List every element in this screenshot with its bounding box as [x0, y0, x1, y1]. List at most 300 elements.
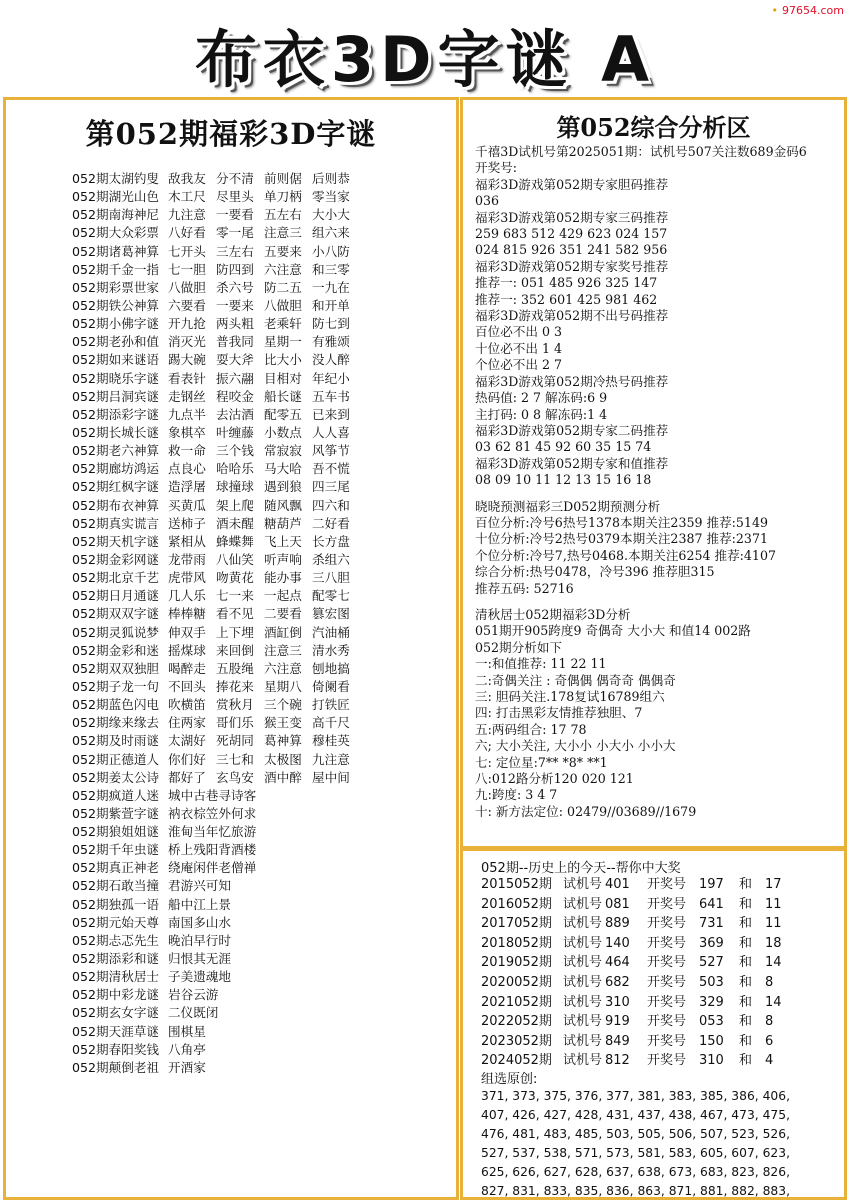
draw-number-label: 开奖号 — [647, 974, 687, 990]
riddle-name: 052期湖光山色 — [72, 189, 160, 205]
history-period: 2024052期 — [481, 1053, 552, 1069]
riddle-phrase: 一要来 — [216, 297, 254, 313]
riddle-name: 052期金彩网谜 — [72, 551, 160, 567]
sum-value: 18 — [765, 935, 782, 951]
riddle-phrase: 九点半 — [168, 406, 206, 422]
analysis-line: 推荐一: 051 485 926 325 147 — [475, 275, 658, 291]
riddle-phrase: 二要看 — [264, 606, 302, 622]
riddle-phrase: 人人喜 — [312, 424, 350, 440]
sum-value: 6 — [765, 1033, 774, 1049]
riddle-row — [72, 224, 358, 242]
draw-number-label: 开奖号 — [647, 935, 687, 951]
draw-number-label: 开奖号 — [647, 994, 687, 1010]
riddle-phrase: 哥们乐 — [216, 715, 254, 731]
riddle-phrase: 屋中间 — [312, 769, 350, 785]
combo-line: 827, 831, 833, 835, 836, 863, 871, 881, 882, 883, — [481, 1183, 790, 1198]
riddle-phrase: 踢大碗 — [168, 352, 206, 368]
riddle-row — [72, 243, 358, 261]
test-number-label: 试机号 — [563, 1033, 603, 1049]
history-period: 2019052期 — [481, 955, 552, 971]
riddle-phrase: 救一命 — [168, 443, 206, 459]
riddle-phrase: 买黄瓜 — [168, 497, 206, 513]
history-period: 2021052期 — [481, 994, 552, 1010]
analysis-line: 热码值: 2 7 解冻码:6 9 — [475, 390, 608, 406]
analysis-line: 福彩3D游戏第052期专家和值推荐 — [475, 455, 669, 471]
test-number: 081 — [605, 896, 630, 912]
riddle-phrase: 酒中醉 — [264, 769, 302, 785]
riddle-verse: 南国多山水 — [168, 914, 231, 930]
analysis-line: 08 09 10 11 12 13 15 16 18 — [475, 472, 652, 488]
riddle-phrase: 看不见 — [216, 606, 254, 622]
draw-number-label: 开奖号 — [647, 955, 687, 971]
riddle-phrase: 配零七 — [312, 588, 350, 604]
riddle-phrase: 汽油桶 — [312, 624, 350, 640]
riddle-row — [72, 841, 358, 859]
riddle-name: 052期天机字谜 — [72, 533, 160, 549]
riddle-name: 052期缘来缘去 — [72, 715, 160, 731]
riddle-phrase: 防七到 — [312, 316, 350, 332]
sum-label: 和 — [739, 916, 753, 932]
riddle-row — [72, 515, 358, 533]
riddle-phrase: 零一尾 — [216, 225, 254, 241]
riddle-name: 052期廊坊鸿运 — [72, 461, 160, 477]
section-gap — [475, 597, 841, 607]
analysis-line: 福彩3D游戏第052期专家三码推荐 — [475, 209, 669, 225]
riddle-name: 052期如来谜语 — [72, 352, 160, 368]
combo-line: 371, 373, 375, 376, 377, 381, 383, 385, 386, 406, — [481, 1089, 790, 1103]
history-row — [481, 895, 782, 915]
combo-line: 476, 481, 483, 485, 503, 505, 506, 507, 523, 526, — [481, 1126, 790, 1141]
combo-line: 527, 537, 538, 571, 573, 581, 583, 605, 607, 623, — [481, 1145, 790, 1160]
analysis-line: 开奖号: — [475, 160, 518, 176]
riddle-row — [72, 932, 358, 950]
riddle-row — [72, 986, 358, 1004]
riddle-row — [72, 1059, 358, 1077]
riddle-phrase: 听声响 — [264, 551, 302, 567]
riddle-name: 052期长城长谜 — [72, 424, 160, 440]
draw-number: 527 — [699, 955, 724, 971]
riddle-verse: 归恨其无涯 — [168, 951, 231, 967]
riddle-phrase: 目相对 — [264, 370, 302, 386]
riddle-row — [72, 297, 358, 315]
riddle-phrase: 造浮屠 — [168, 479, 206, 495]
analysis-panel-title: 第052综合分析区 — [556, 113, 751, 142]
riddle-name: 052期吕洞宾谜 — [72, 388, 160, 404]
riddle-name: 052期老六神算 — [72, 443, 160, 459]
riddle-name: 052期中彩龙谜 — [72, 987, 160, 1003]
riddle-phrase: 木工尺 — [168, 189, 206, 205]
riddle-phrase: 摇煤球 — [168, 642, 206, 658]
analysis-line: 晓晓预测福彩三D052期预测分析 — [475, 498, 661, 514]
riddle-phrase: 篡宏图 — [312, 606, 350, 622]
draw-number: 503 — [699, 974, 724, 990]
riddle-phrase: 防四到 — [216, 261, 254, 277]
riddle-phrase: 比大小 — [264, 352, 302, 368]
test-number: 682 — [605, 974, 630, 990]
sum-value: 8 — [765, 1014, 774, 1030]
riddle-phrase: 酒缸倒 — [264, 624, 302, 640]
riddle-phrase: 八仙笑 — [216, 551, 254, 567]
riddle-row — [72, 424, 358, 442]
riddle-phrase: 虎带风 — [168, 570, 206, 586]
riddle-phrase: 飞上天 — [264, 533, 302, 549]
sum-label: 和 — [739, 877, 753, 892]
riddle-phrase: 和三零 — [312, 261, 350, 277]
riddle-name: 052期狼姐姐谜 — [72, 824, 160, 840]
riddle-row — [72, 605, 358, 623]
test-number-label: 试机号 — [563, 974, 603, 990]
riddle-row — [72, 388, 358, 406]
riddle-name: 052期玄女字谜 — [72, 1005, 160, 1021]
sum-value: 14 — [765, 955, 782, 971]
riddle-phrase: 五车书 — [312, 388, 350, 404]
riddle-phrase: 八做胆 — [264, 297, 302, 313]
riddle-phrase: 和开单 — [312, 297, 350, 313]
analysis-line: 052期分析如下 — [475, 639, 563, 655]
test-number-label: 试机号 — [563, 877, 603, 892]
riddle-phrase: 清水秀 — [312, 642, 350, 658]
riddle-phrase: 老乘轩 — [264, 316, 302, 332]
riddle-name: 052期千金一指 — [72, 261, 160, 277]
riddle-phrase: 球撞球 — [216, 479, 254, 495]
riddle-name: 052期清秋居士 — [72, 969, 160, 985]
sum-label: 和 — [739, 935, 753, 951]
riddle-row — [72, 188, 358, 206]
riddle-row — [72, 823, 358, 841]
riddle-verse: 八角亭 — [168, 1041, 206, 1057]
riddle-phrase: 吾不慌 — [312, 461, 350, 477]
riddle-phrase: 四六和 — [312, 497, 350, 513]
analysis-line: 八:012路分析120 020 121 — [475, 771, 634, 787]
combo-list — [481, 1087, 790, 1200]
analysis-line: 七: 定位星:7** *8* **1 — [475, 754, 608, 770]
riddle-row — [72, 751, 358, 769]
riddle-phrase: 点良心 — [168, 461, 206, 477]
history-row — [481, 1032, 782, 1052]
riddle-phrase: 六要看 — [168, 297, 206, 313]
riddle-name: 052期红枫字谜 — [72, 479, 160, 495]
analysis-line: 259 683 512 429 623 024 157 — [475, 226, 668, 242]
riddle-phrase: 刨地搞 — [312, 660, 350, 676]
riddle-row — [72, 696, 358, 714]
analysis-line: 清秋居士052期福彩3D分析 — [475, 606, 631, 622]
riddle-row — [72, 442, 358, 460]
riddle-phrase: 开九抢 — [168, 316, 206, 332]
riddle-phrase: 七一来 — [216, 588, 254, 604]
sum-label: 和 — [739, 896, 753, 912]
draw-number-label: 开奖号 — [647, 1014, 687, 1030]
analysis-line: 百位必不出 0 3 — [475, 324, 563, 340]
riddle-phrase: 八做胆 — [168, 279, 206, 295]
riddle-verse: 开酒家 — [168, 1059, 206, 1075]
history-period: 2020052期 — [481, 974, 552, 990]
riddle-row — [72, 533, 358, 551]
riddle-phrase: 一要看 — [216, 207, 254, 223]
riddle-name: 052期姜太公诗 — [72, 769, 160, 785]
riddle-phrase: 象棋卒 — [168, 424, 206, 440]
riddle-row — [72, 914, 358, 932]
riddle-name: 052期真实谎言 — [72, 515, 160, 531]
riddle-name: 052期太湖钓叟 — [72, 171, 160, 186]
analysis-line: 四: 打击黑彩友情推荐独胆、7 — [475, 705, 643, 721]
sum-label: 和 — [739, 994, 753, 1010]
riddle-phrase: 三个碗 — [264, 697, 302, 713]
riddle-phrase: 零当家 — [312, 189, 350, 205]
riddle-row — [72, 787, 358, 805]
analysis-line: 福彩3D游戏第052期冷热号码推荐 — [475, 373, 669, 389]
riddle-phrase: 消灭光 — [168, 334, 206, 350]
analysis-line: 福彩3D游戏第052期专家奖号推荐 — [475, 258, 669, 274]
test-number-label: 试机号 — [563, 896, 603, 912]
analysis-line: 五:两码组合: 17 78 — [475, 721, 587, 737]
riddle-verse: 二仪既闭 — [168, 1005, 219, 1021]
riddle-verse: 君游兴可知 — [168, 878, 231, 894]
riddle-verse: 城中古巷寻诗客 — [168, 787, 257, 803]
watermark-text: 97654.com — [782, 4, 844, 17]
riddle-phrase: 捧花来 — [216, 678, 254, 694]
riddle-phrase: 配零五 — [264, 406, 302, 422]
riddle-phrase: 棒棒糖 — [168, 606, 206, 622]
riddle-name: 052期正德道人 — [72, 751, 160, 767]
riddle-name: 052期石敢当撞 — [72, 878, 160, 894]
riddle-phrase: 有雅颂 — [312, 334, 350, 350]
riddle-name: 052期小佛字谜 — [72, 316, 160, 332]
draw-number: 150 — [699, 1033, 724, 1049]
test-number-label: 试机号 — [563, 955, 603, 971]
test-number: 464 — [605, 955, 630, 971]
riddle-phrase: 遇到狼 — [264, 479, 302, 495]
riddle-phrase: 蜂蝶舞 — [216, 533, 254, 549]
riddle-row — [72, 351, 358, 369]
riddle-row — [72, 478, 358, 496]
riddle-name: 052期诸葛神算 — [72, 243, 160, 259]
riddle-name: 052期大众彩票 — [72, 225, 160, 241]
sum-value: 14 — [765, 994, 782, 1010]
riddle-phrase: 杀六号 — [216, 279, 254, 295]
analysis-line: 百位分析:冷号6热号1378本期关注2359 推荐:5149 — [475, 514, 768, 530]
riddle-row — [72, 896, 358, 914]
riddle-row — [72, 406, 358, 424]
riddle-phrase: 玄鸟安 — [216, 769, 254, 785]
history-period: 2023052期 — [481, 1033, 552, 1049]
riddle-name: 052期金彩和迷 — [72, 642, 160, 658]
analysis-line: 024 815 926 351 241 582 956 — [475, 242, 668, 258]
riddle-verse: 桥上残阳背酒楼 — [168, 842, 257, 858]
riddle-phrase: 前则倨 — [264, 171, 302, 186]
draw-number-label: 开奖号 — [647, 1033, 687, 1049]
sum-label: 和 — [739, 1014, 753, 1030]
sum-label: 和 — [739, 955, 753, 971]
page-banner — [0, 10, 850, 96]
riddle-name: 052期布衣神算 — [72, 497, 160, 513]
riddle-name: 052期颠倒老祖 — [72, 1059, 160, 1075]
analysis-panel — [460, 97, 847, 849]
test-number-label: 试机号 — [563, 1014, 603, 1030]
riddle-phrase: 随风飘 — [264, 497, 302, 513]
riddle-phrase: 赏秋月 — [216, 697, 254, 713]
riddle-row — [72, 279, 358, 297]
riddle-phrase: 小数点 — [264, 424, 302, 440]
riddle-verse: 船中江上景 — [168, 896, 231, 912]
riddle-row — [72, 859, 358, 877]
riddle-name: 052期千年虫谜 — [72, 842, 160, 858]
riddle-name: 052期双双字谜 — [72, 606, 160, 622]
riddle-phrase: 住两家 — [168, 715, 206, 731]
riddle-verse: 绕庵闲伴老僧禅 — [168, 860, 257, 876]
riddle-name: 052期灵狐说梦 — [72, 624, 160, 640]
riddle-name: 052期添彩和谜 — [72, 951, 160, 967]
analysis-line: 福彩3D游戏第052期不出号码推荐 — [475, 308, 669, 324]
riddle-phrase: 走钢丝 — [168, 388, 206, 404]
riddle-phrase: 伸双手 — [168, 624, 206, 640]
sum-value: 17 — [765, 877, 782, 892]
riddle-phrase: 四三尾 — [312, 479, 350, 495]
history-panel — [460, 848, 847, 1200]
riddle-phrase: 后则恭 — [312, 171, 350, 186]
analysis-line: 三: 胆码关注.178复试16789组六 — [475, 689, 665, 704]
riddle-name: 052期忐忑先生 — [72, 932, 160, 948]
analysis-line: 推荐一: 352 601 425 981 462 — [475, 291, 658, 307]
draw-number: 731 — [699, 916, 724, 932]
riddle-phrase: 三七和 — [216, 751, 254, 767]
riddle-phrase: 九注意 — [312, 751, 350, 767]
riddle-phrase: 三个钱 — [216, 443, 254, 459]
riddle-phrase: 尽里头 — [216, 189, 254, 205]
combo-section — [481, 1067, 790, 1200]
riddle-phrase: 已来到 — [312, 406, 350, 422]
riddle-row — [72, 805, 358, 823]
riddle-phrase: 三左右 — [216, 243, 254, 259]
analysis-line: 推荐五码: 52716 — [475, 580, 574, 596]
test-number: 919 — [605, 1014, 630, 1030]
riddle-phrase: 马大哈 — [264, 461, 302, 477]
riddle-phrase: 星期一 — [264, 334, 302, 350]
analysis-line: 六; 大小关注, 大小小 小大小 小小大 — [475, 738, 676, 754]
riddle-phrase: 看表针 — [168, 370, 206, 386]
riddle-name: 052期南海神尼 — [72, 207, 160, 223]
riddle-row — [72, 1023, 358, 1041]
riddle-phrase: 组六来 — [312, 225, 350, 241]
draw-number: 053 — [699, 1014, 724, 1030]
riddle-phrase: 分不清 — [216, 171, 254, 186]
riddle-row — [72, 1004, 358, 1022]
riddle-phrase: 来回倒 — [216, 642, 254, 658]
draw-number-label: 开奖号 — [647, 1053, 687, 1069]
analysis-line: 036 — [475, 193, 500, 209]
history-period: 2017052期 — [481, 916, 552, 932]
sum-label: 和 — [739, 974, 753, 990]
riddle-phrase: 都好了 — [168, 769, 206, 785]
riddle-name: 052期元始天尊 — [72, 914, 160, 930]
sum-label: 和 — [739, 1053, 753, 1069]
riddle-row — [72, 497, 358, 515]
riddle-name: 052期老孙和值 — [72, 334, 160, 350]
riddle-row — [72, 460, 358, 478]
riddle-row — [72, 714, 358, 732]
riddle-phrase: 太极图 — [264, 751, 302, 767]
riddle-name: 052期紫萱字谜 — [72, 805, 160, 821]
test-number: 889 — [605, 916, 630, 932]
riddle-phrase: 吻黄花 — [216, 570, 254, 586]
riddle-phrase: 长方盘 — [312, 533, 350, 549]
combo-line: 625, 626, 627, 628, 637, 638, 673, 683, 823, 826, — [481, 1164, 790, 1179]
riddle-phrase: 葛神算 — [264, 733, 302, 749]
riddle-phrase: 龙带雨 — [168, 551, 206, 567]
history-period: 2015052期 — [481, 877, 552, 892]
draw-number: 310 — [699, 1053, 724, 1069]
riddle-phrase: 紧相从 — [168, 533, 206, 549]
riddle-phrase: 防二五 — [264, 279, 302, 295]
history-panel-title: 052期--历史上的今天--帮你中大奖 — [481, 861, 681, 876]
riddle-name: 052期晓乐字谜 — [72, 370, 160, 386]
analysis-line: 个位必不出 2 7 — [475, 357, 563, 373]
riddle-phrase: 杀组六 — [312, 551, 350, 567]
riddle-row — [72, 968, 358, 986]
riddle-phrase: 年纪小 — [312, 370, 350, 386]
riddle-row — [72, 877, 358, 895]
riddle-phrase: 哈哈乐 — [216, 461, 254, 477]
riddle-phrase: 叶缠藤 — [216, 424, 254, 440]
history-row — [481, 875, 782, 895]
riddle-phrase: 一九在 — [312, 279, 350, 295]
riddle-phrase: 上下埋 — [216, 624, 254, 640]
riddle-phrase: 几人乐 — [168, 588, 206, 604]
riddle-phrase: 二好看 — [312, 515, 350, 531]
analysis-line: 个位分析:冷号7,热号0468.本期关注6254 推荐:4107 — [475, 547, 776, 563]
riddle-phrase: 五要来 — [264, 243, 302, 259]
test-number-label: 试机号 — [563, 994, 603, 1010]
riddle-phrase: 糖葫芦 — [264, 515, 302, 531]
riddle-phrase: 耍大斧 — [216, 352, 254, 368]
analysis-line: 福彩3D游戏第052期专家二码推荐 — [475, 422, 669, 438]
test-number: 812 — [605, 1053, 630, 1069]
analysis-line: 主打码: 0 8 解冻码:1 4 — [475, 406, 608, 422]
test-number-label: 试机号 — [563, 1053, 603, 1069]
riddle-phrase: 三八胆 — [312, 570, 350, 586]
riddle-row — [72, 950, 358, 968]
riddle-verse: 岩谷云游 — [168, 987, 219, 1003]
riddle-phrase: 风筝节 — [312, 443, 350, 459]
riddle-verse: 子美遗魂地 — [168, 969, 231, 985]
riddle-row — [72, 206, 358, 224]
riddle-name: 052期添彩字谜 — [72, 406, 160, 422]
riddle-phrase: 喝醉走 — [168, 660, 206, 676]
riddle-row — [72, 551, 358, 569]
draw-number: 329 — [699, 994, 724, 1010]
riddle-row — [72, 170, 358, 188]
history-row — [481, 973, 782, 993]
riddle-phrase: 猴王变 — [264, 715, 302, 731]
riddle-phrase: 吹横笛 — [168, 697, 206, 713]
draw-number: 641 — [699, 896, 724, 912]
riddle-phrase: 七开头 — [168, 243, 206, 259]
riddle-phrase: 太湖好 — [168, 733, 206, 749]
analysis-line: 十: 新方法定位: 02479//03689//1679 — [475, 803, 697, 819]
riddle-phrase: 六注意 — [264, 660, 302, 676]
riddle-verse: 衲衣棕笠外何求 — [168, 805, 257, 821]
riddle-phrase: 五左右 — [264, 207, 302, 223]
riddle-row — [72, 642, 358, 660]
riddle-row — [72, 315, 358, 333]
riddle-phrase: 没人醉 — [312, 352, 350, 368]
draw-number: 197 — [699, 877, 724, 892]
analysis-line: 一:和值推荐: 11 22 11 — [475, 656, 607, 672]
sum-value: 11 — [765, 896, 782, 912]
riddle-phrase: 注意三 — [264, 642, 302, 658]
riddle-row — [72, 261, 358, 279]
riddle-phrase: 程咬金 — [216, 388, 254, 404]
riddle-panel — [3, 97, 459, 1200]
